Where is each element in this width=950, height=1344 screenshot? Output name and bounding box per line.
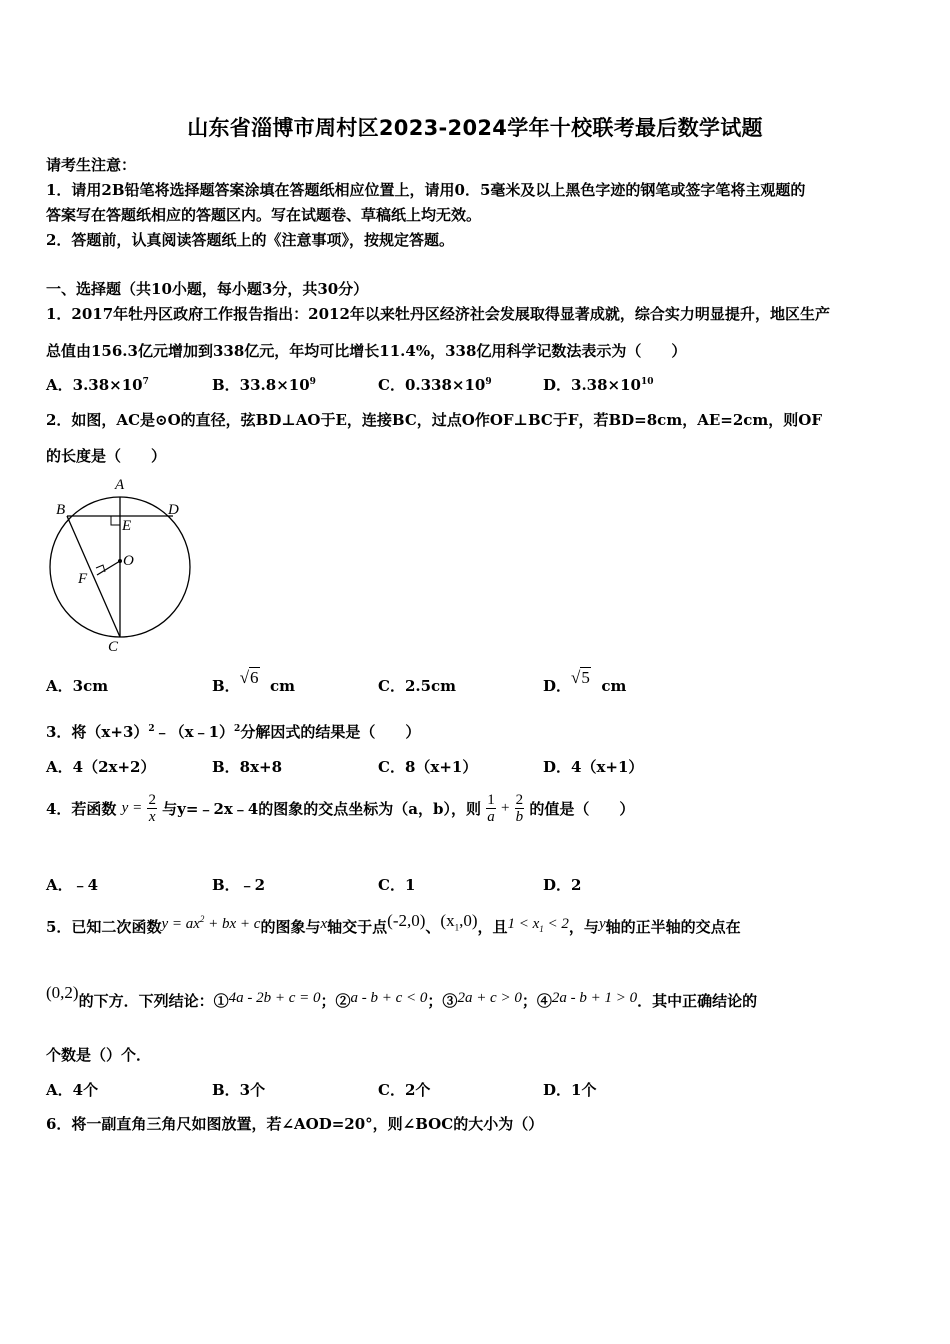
q2-option-d: D．√5 cm xyxy=(543,668,627,695)
q3-stem: 3．将$(x+3)^2﹣(x﹣1)^2$分解因式的结果是（ ） xyxy=(46,723,421,741)
q5-stem-line-1: 5．已知二次函数$y = ax^2$ + bx + c的图象与x轴交于点(-2,0)、$(x_1,0)$，且$1 < x_1 < 2$，与y轴的正半轴的交点在 xyxy=(46,911,741,936)
q4-stem: 4．若函数 y = $\frac{2}{x}$ 与y=﹣2x﹣4的图象的交点坐标为（a，b），则 $\frac{1}{a}$ + $\frac{2}{b}$ 的值是（ ） xyxy=(46,792,635,825)
q3-option-d: D．4（x+1） xyxy=(543,758,644,776)
q5-stem-line-3: 个数是（）个． xyxy=(46,1046,152,1064)
fraction-2-over-b: $\frac{2}{b}$ xyxy=(515,792,524,825)
segment-of xyxy=(97,561,120,575)
label-o: O xyxy=(123,553,134,569)
q3-option-a: A．4（2x+2） xyxy=(46,758,156,776)
q2-option-b: B．√6 cm xyxy=(212,668,295,695)
right-angle-e xyxy=(111,516,120,525)
q5-option-c: C．2个 xyxy=(378,1081,431,1099)
q5-option-d: D．1个 xyxy=(543,1081,597,1099)
label-d: D xyxy=(168,502,179,518)
q4-option-c: C．1 xyxy=(378,876,416,894)
section-heading: 一、选择题（共10小题，每小题3分，共30分） xyxy=(46,280,369,298)
q2-option-c: C．2.5cm xyxy=(378,677,457,695)
q6-stem: 6．将一副直角三角尺如图放置，若∠AOD=20°，则∠BOC的大小为（） xyxy=(46,1115,544,1133)
notice-line-2: 答案写在答题纸相应的答题区内。写在试题卷、草稿纸上均无效。 xyxy=(46,206,482,224)
q1-option-c: C．$0.338\times 10^9$ xyxy=(378,376,492,394)
label-e: E xyxy=(122,518,132,534)
q2-stem-line-1: 2．如图，AC是⊙O的直径，弦BD⊥AO于E，连接BC，过点O作OF⊥BC于F，若BD=8cm，AE=2cm，则OF xyxy=(46,411,822,429)
q1-option-b: B．$33.8\times 10^9$ xyxy=(212,376,316,394)
q1-stem-line-2: 总值由156.3亿元增加到338亿元，年均可比增长11.4%，338亿用科学记数法表示为（ ） xyxy=(46,342,687,360)
notice-heading: 请考生注意： xyxy=(46,156,137,174)
q5-stem-line-2: (0,2)的下方．下列结论：①4a - 2b + c = 0；②a - b + c < 0；③2a + c > 0；④2a - b + 1 > 0．其中正确结论的 xyxy=(46,983,758,1010)
fraction-2-over-x: $\frac{2}{x}$ xyxy=(148,792,156,825)
page-title: 山东省淄博市周村区2023-2024学年十校联考最后数学试题 xyxy=(187,116,763,140)
q2-stem-line-2: 的长度是（ ） xyxy=(46,447,167,465)
q4-option-d: D．2 xyxy=(543,876,582,894)
fraction-1-over-a: $\frac{1}{a}$ xyxy=(487,792,495,825)
q4-option-b: B．﹣2 xyxy=(212,876,266,894)
q1-stem-line-1: 1．2017年牡丹区政府工作报告指出：2012年以来牡丹区经济社会发展取得显著成就，综合实力明显提升，地区生产 xyxy=(46,305,830,323)
label-a: A xyxy=(115,477,125,493)
circle-geometry-figure xyxy=(40,472,200,652)
notice-line-1: 1．请用2B铅笔将选择题答案涂填在答题纸相应位置上，请用0．5毫米及以上黑色字迹的钢笔或签字笔将主观题的 xyxy=(46,181,806,199)
label-b: B xyxy=(56,502,66,518)
q3-option-b: B．8x+8 xyxy=(212,758,283,776)
notice-line-3: 2．答题前，认真阅读答题纸上的《注意事项》，按规定答题。 xyxy=(46,231,454,249)
q1-option-d: D．$3.38\times 10^{10}$ xyxy=(543,376,654,394)
label-f: F xyxy=(78,571,88,587)
segment-bc xyxy=(67,516,120,637)
q1-option-a: A．$3.38\times 10^7$ xyxy=(46,376,149,394)
q5-option-b: B．3个 xyxy=(212,1081,266,1099)
q2-option-a: A．3cm xyxy=(46,677,109,695)
label-c: C xyxy=(108,639,119,652)
center-point-o xyxy=(118,559,122,563)
q3-option-c: C．8（x+1） xyxy=(378,758,478,776)
q4-option-a: A．﹣4 xyxy=(46,876,99,894)
q5-option-a: A．4个 xyxy=(46,1081,99,1099)
